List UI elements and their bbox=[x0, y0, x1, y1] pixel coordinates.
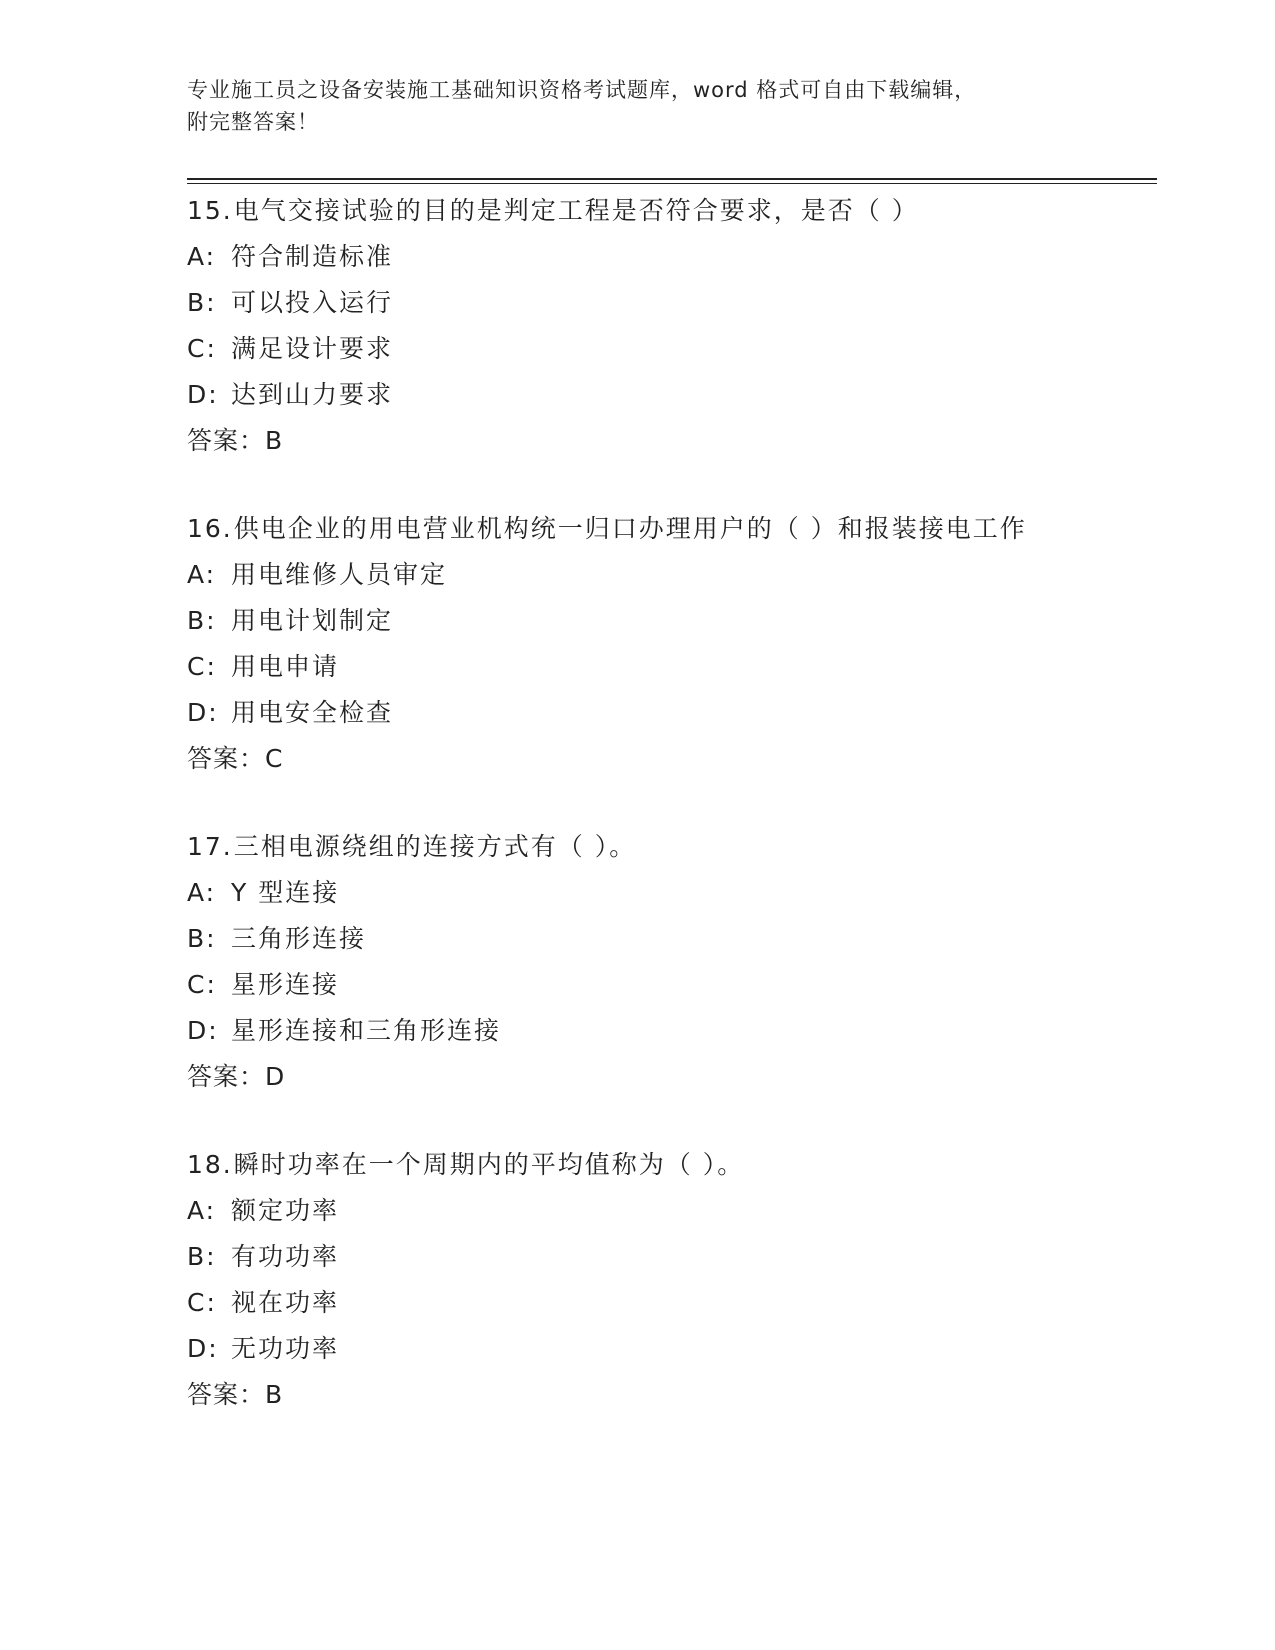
question-text: 三相电源绕组的连接方式有（ ）。 bbox=[233, 832, 637, 861]
option-text: 用电计划制定 bbox=[231, 606, 394, 635]
option-letter: C: bbox=[187, 1288, 217, 1317]
question-text: 电气交接试验的目的是判定工程是否符合要求，是否（ ） bbox=[233, 196, 919, 225]
option-text: 符合制造标准 bbox=[231, 242, 394, 271]
option-letter: A: bbox=[187, 1196, 217, 1225]
option-d bbox=[187, 372, 1067, 418]
question-17 bbox=[187, 824, 1067, 1100]
option-letter: D: bbox=[187, 698, 219, 727]
option-letter: A: bbox=[187, 242, 217, 271]
option-letter: D: bbox=[187, 1016, 219, 1045]
answer-line bbox=[187, 1372, 1067, 1418]
question-number: 18. bbox=[187, 1150, 233, 1179]
answer-label: 答案： bbox=[187, 1380, 266, 1409]
option-text: 星形连接和三角形连接 bbox=[231, 1016, 502, 1045]
option-b bbox=[187, 598, 1067, 644]
option-text: 视在功率 bbox=[231, 1288, 340, 1317]
option-letter: A: bbox=[187, 560, 217, 589]
question-list bbox=[187, 188, 1067, 1460]
option-text: 用电申请 bbox=[231, 652, 340, 681]
option-text: Y 型连接 bbox=[231, 878, 340, 907]
option-letter: B: bbox=[187, 288, 217, 317]
question-16 bbox=[187, 506, 1067, 782]
option-b bbox=[187, 916, 1067, 962]
option-letter: B: bbox=[187, 1242, 217, 1271]
question-stem bbox=[187, 1142, 1067, 1188]
answer-value: C bbox=[265, 744, 284, 773]
header-line-2: 附完整答案！ bbox=[187, 110, 319, 134]
option-text: 可以投入运行 bbox=[231, 288, 394, 317]
question-stem bbox=[187, 824, 1067, 870]
option-c bbox=[187, 1280, 1067, 1326]
header-line-1: 专业施工员之设备安装施工基础知识资格考试题库，word 格式可自由下载编辑， bbox=[187, 78, 977, 102]
answer-label: 答案： bbox=[187, 744, 266, 773]
option-letter: C: bbox=[187, 334, 217, 363]
answer-value: B bbox=[265, 1380, 284, 1409]
answer-line bbox=[187, 736, 1067, 782]
option-text: 用电维修人员审定 bbox=[231, 560, 448, 589]
option-letter: C: bbox=[187, 970, 217, 999]
question-stem bbox=[187, 506, 1067, 552]
answer-line bbox=[187, 1054, 1067, 1100]
option-letter: B: bbox=[187, 606, 217, 635]
option-letter: A: bbox=[187, 878, 217, 907]
option-letter: D: bbox=[187, 1334, 219, 1363]
option-letter: D: bbox=[187, 380, 219, 409]
question-18 bbox=[187, 1142, 1067, 1418]
answer-label: 答案： bbox=[187, 426, 266, 455]
option-d bbox=[187, 690, 1067, 736]
option-text: 无功功率 bbox=[231, 1334, 340, 1363]
option-text: 达到山力要求 bbox=[231, 380, 394, 409]
question-number: 17. bbox=[187, 832, 233, 861]
option-b bbox=[187, 1234, 1067, 1280]
question-15 bbox=[187, 188, 1067, 464]
question-stem bbox=[187, 188, 1067, 234]
option-text: 额定功率 bbox=[231, 1196, 340, 1225]
header-divider-thin bbox=[187, 183, 1157, 184]
option-d bbox=[187, 1326, 1067, 1372]
option-a bbox=[187, 1188, 1067, 1234]
option-text: 满足设计要求 bbox=[231, 334, 394, 363]
option-c bbox=[187, 644, 1067, 690]
question-text: 瞬时功率在一个周期内的平均值称为（ ）。 bbox=[233, 1150, 745, 1179]
option-c bbox=[187, 326, 1067, 372]
option-letter: C: bbox=[187, 652, 217, 681]
answer-line bbox=[187, 418, 1067, 464]
option-a bbox=[187, 870, 1067, 916]
header-divider-thick bbox=[187, 178, 1157, 180]
question-number: 16. bbox=[187, 514, 233, 543]
option-a bbox=[187, 234, 1067, 280]
answer-label: 答案： bbox=[187, 1062, 266, 1091]
option-a bbox=[187, 552, 1067, 598]
option-letter: B: bbox=[187, 924, 217, 953]
option-text: 有功功率 bbox=[231, 1242, 340, 1271]
option-text: 星形连接 bbox=[231, 970, 340, 999]
option-d bbox=[187, 1008, 1067, 1054]
question-text: 供电企业的用电营业机构统一归口办理用户的（ ）和报装接电工作 bbox=[233, 514, 1027, 543]
option-text: 用电安全检查 bbox=[231, 698, 394, 727]
answer-value: B bbox=[265, 426, 284, 455]
option-text: 三角形连接 bbox=[231, 924, 367, 953]
document-header bbox=[187, 74, 1067, 138]
question-number: 15. bbox=[187, 196, 233, 225]
option-b bbox=[187, 280, 1067, 326]
option-c bbox=[187, 962, 1067, 1008]
answer-value: D bbox=[265, 1062, 286, 1091]
